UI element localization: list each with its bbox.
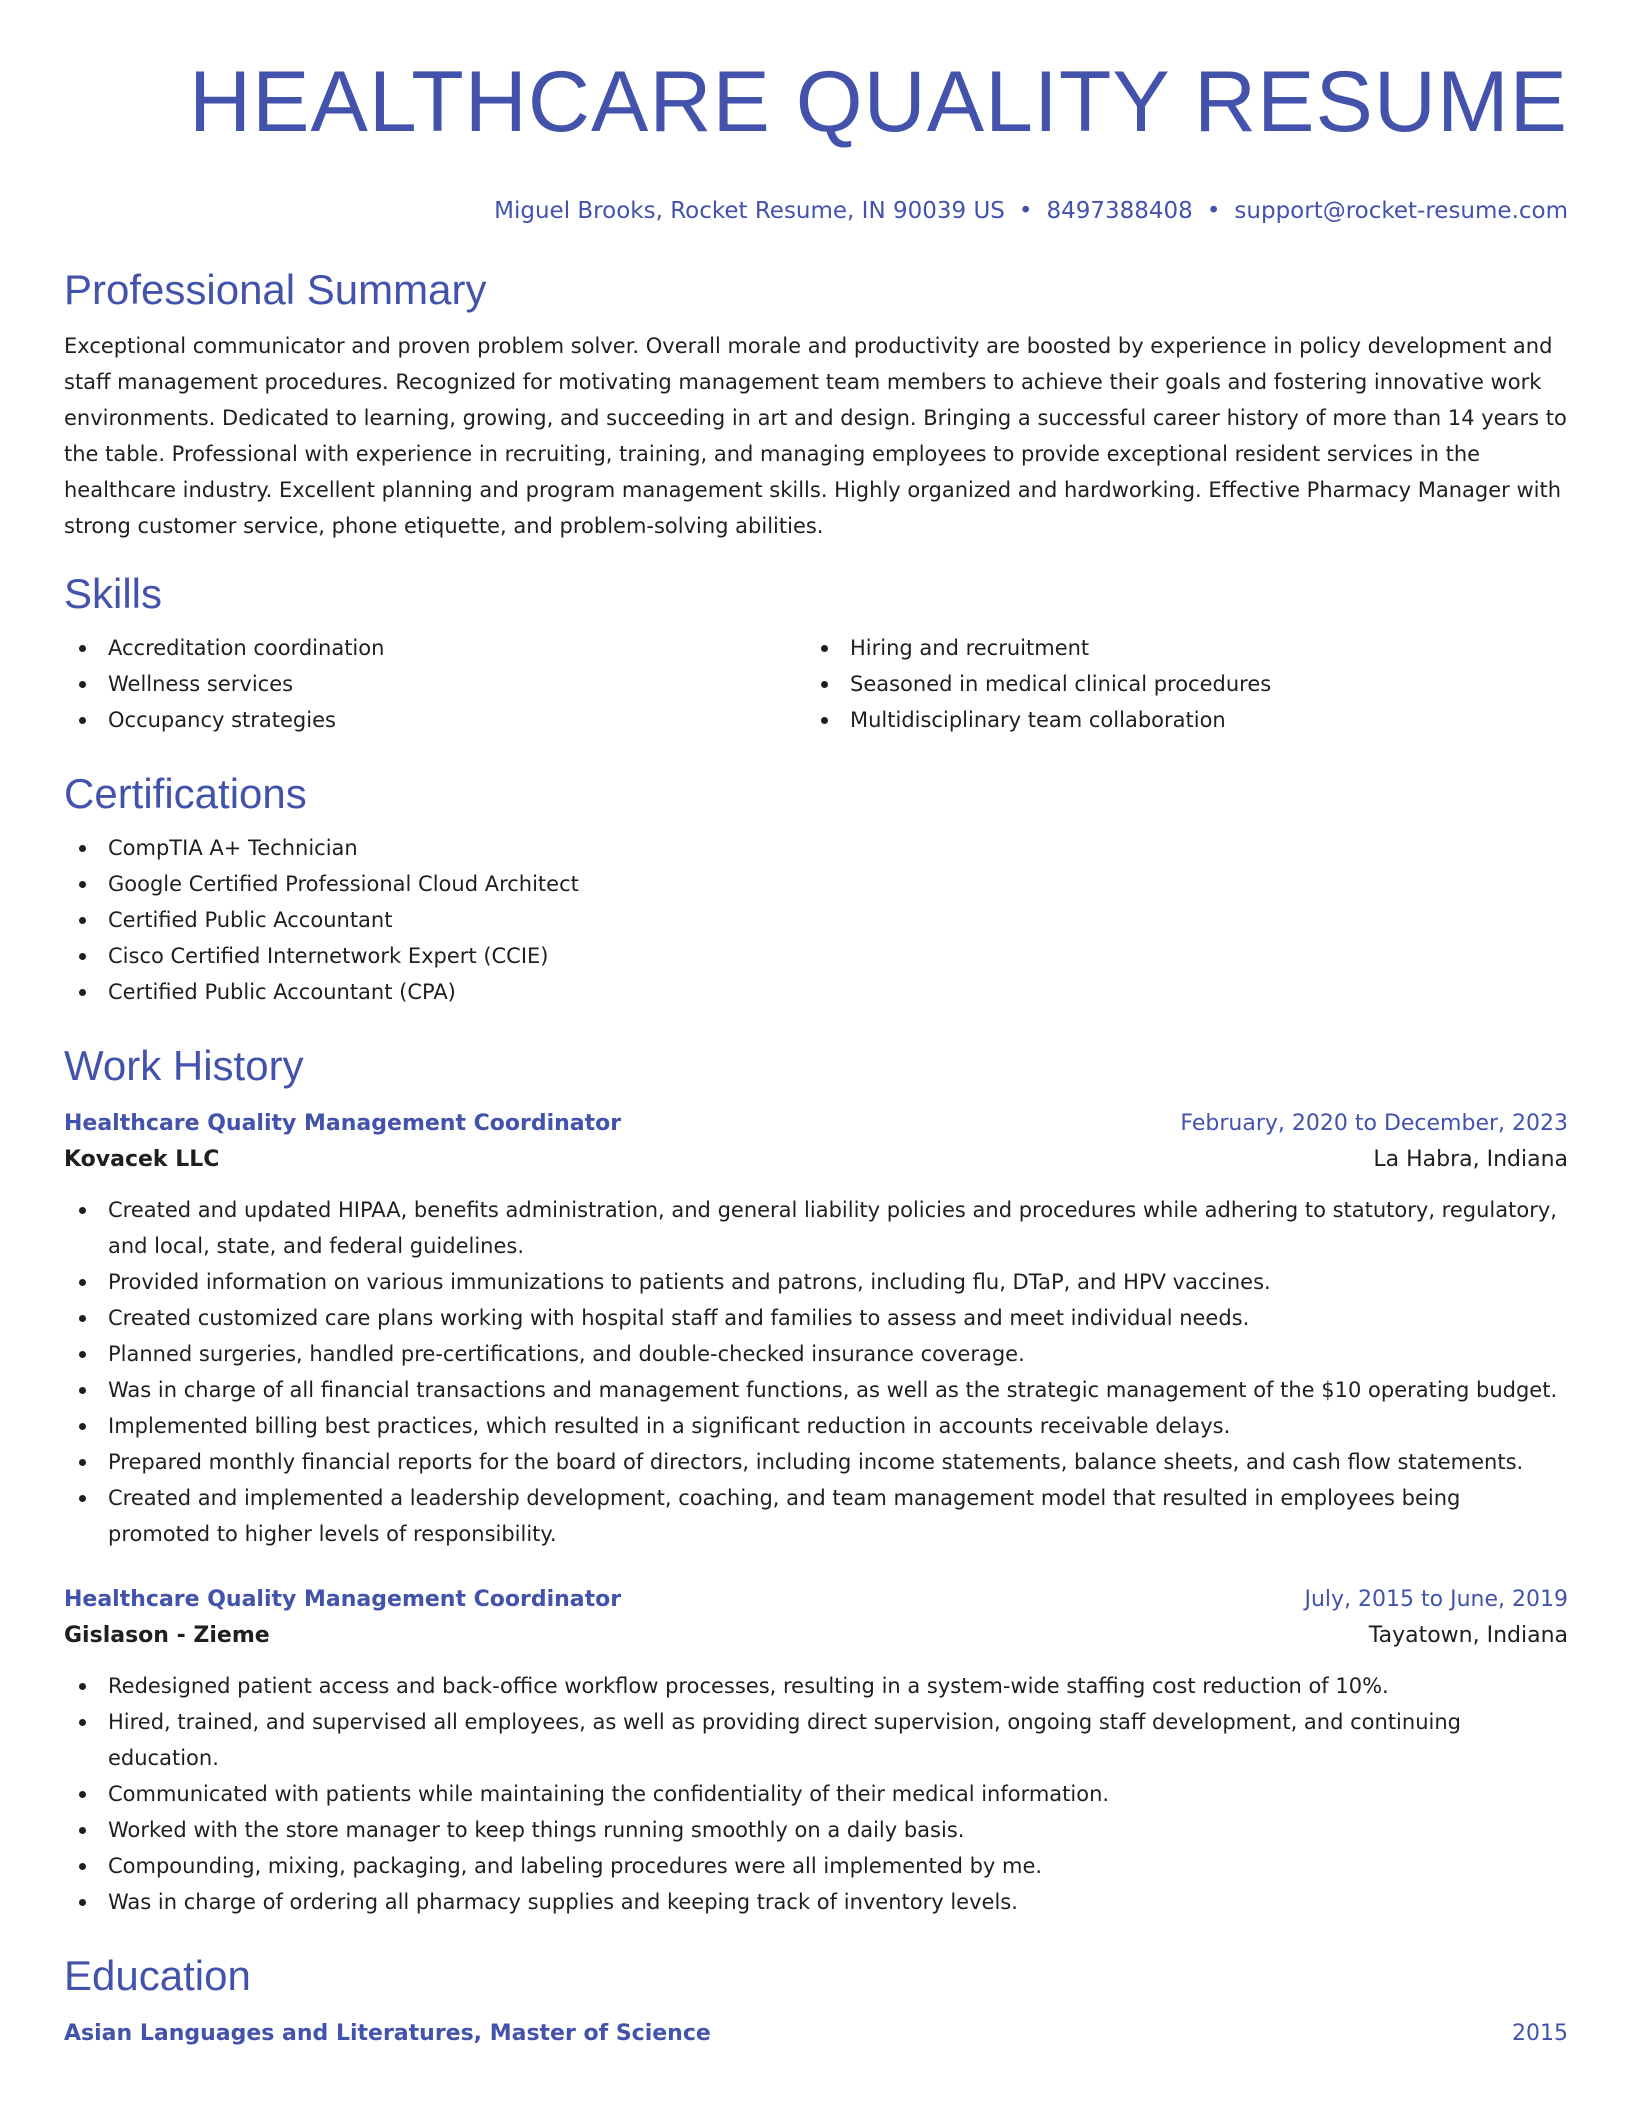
job-duty: Created and implemented a leadership development, coaching, and team management model that resulted in employees being promoted to higher levels of responsibility.: [64, 1480, 1568, 1552]
certification-item: Certified Public Accountant (CPA): [64, 974, 1568, 1010]
certifications-heading: Certifications: [64, 770, 307, 817]
contact-address: Miguel Brooks, Rocket Resume, IN 90039 US: [494, 198, 1005, 224]
job-entry: [64, 1582, 1568, 1920]
contact-email: support@rocket-resume.com: [1234, 198, 1568, 224]
degree-name: Asian Languages and Literatures, Master of Science: [64, 2021, 711, 2046]
job-entry: [64, 1106, 1568, 1552]
job-duty: Created customized care plans working with hospital staff and families to assess and meet individual needs.: [64, 1300, 1568, 1336]
job-duties-list: [64, 1192, 1568, 1552]
job-duties-list: [64, 1668, 1568, 1920]
company-name: Kovacek LLC: [64, 1147, 220, 1172]
skill-item: Wellness services: [64, 666, 806, 702]
skills-heading: Skills: [64, 570, 163, 617]
job-header: [64, 1106, 1568, 1142]
job-duty: Prepared monthly financial reports for the board of directors, including income statements, balance sheets, and cash flow statements.: [64, 1444, 1568, 1480]
job-duty: Compounding, mixing, packaging, and labeling procedures were all implemented by me.: [64, 1848, 1568, 1884]
skills-list-right: [806, 630, 1548, 738]
job-location: La Habra, Indiana: [1373, 1147, 1568, 1172]
job-duty: Was in charge of all financial transactions and management functions, as well as the strategic management of the $10 operating budget.: [64, 1372, 1568, 1408]
skill-item: Hiring and recruitment: [806, 630, 1548, 666]
job-duty: Hired, trained, and supervised all employees, as well as providing direct supervision, ongoing staff development, and continuing education.: [64, 1704, 1568, 1776]
summary-text: Exceptional communicator and proven problem solver. Overall morale and productivity are boosted by experience in policy development and staff management procedures. Recognized for motivating management team members to achieve their goals and fostering innovative work environments. Dedicated to learning, growing, and succeeding in art and design. Bringing a successful career history of more than 14 years to the table. Professional with experience in recruiting, training, and managing employees to provide exceptional resident services in the healthcare industry. Excellent planning and program management skills. Highly organized and hardworking. Effective Pharmacy Manager with strong customer service, phone etiquette, and problem-solving abilities.: [64, 334, 1567, 538]
summary-heading: Professional Summary: [64, 266, 487, 313]
skills-grid: [64, 630, 1568, 738]
job-duty: Provided information on various immunizations to patients and patrons, including flu, DTaP, and HPV vaccines.: [64, 1264, 1568, 1300]
job-title: Healthcare Quality Management Coordinator: [64, 1111, 622, 1136]
work-history-heading: Work History: [64, 1042, 304, 1089]
contact-separator: •: [1206, 198, 1221, 224]
skill-item: Multidisciplinary team collaboration: [806, 702, 1548, 738]
skills-column-right: [806, 630, 1548, 738]
contact-line: [64, 196, 1568, 226]
skills-list-left: [64, 630, 806, 738]
certification-item: Google Certified Professional Cloud Architect: [64, 866, 1568, 902]
certification-item: Certified Public Accountant: [64, 902, 1568, 938]
job-duty: Communicated with patients while maintaining the confidentiality of their medical information.: [64, 1776, 1568, 1812]
skill-item: Accreditation coordination: [64, 630, 806, 666]
job-location: Tayatown, Indiana: [1368, 1623, 1568, 1648]
certification-item: CompTIA A+ Technician: [64, 830, 1568, 866]
job-duty: Was in charge of ordering all pharmacy supplies and keeping track of inventory levels.: [64, 1884, 1568, 1920]
job-title: Healthcare Quality Management Coordinator: [64, 1587, 622, 1612]
skills-column-left: [64, 630, 806, 738]
job-duty: Implemented billing best practices, which resulted in a significant reduction in accounts receivable delays.: [64, 1408, 1568, 1444]
job-dates: February, 2020 to December, 2023: [1180, 1111, 1568, 1136]
job-subheader: [64, 1142, 1568, 1178]
contact-separator: •: [1018, 198, 1033, 224]
job-header: [64, 1582, 1568, 1618]
company-name: Gislason - Zieme: [64, 1623, 270, 1648]
job-duty: Created and updated HIPAA, benefits administration, and general liability policies and procedures while adhering to statutory, regulatory, and local, state, and federal guidelines.: [64, 1192, 1568, 1264]
job-duty: Worked with the store manager to keep things running smoothly on a daily basis.: [64, 1812, 1568, 1848]
education-heading: Education: [64, 1952, 251, 1999]
certification-item: Cisco Certified Internetwork Expert (CCIE): [64, 938, 1568, 974]
contact-phone: 8497388408: [1046, 198, 1193, 224]
certifications-list: [64, 830, 1568, 1010]
graduation-year: 2015: [1512, 2021, 1568, 2046]
skill-item: Occupancy strategies: [64, 702, 806, 738]
job-duty: Planned surgeries, handled pre-certifications, and double-checked insurance coverage.: [64, 1336, 1568, 1372]
job-duty: Redesigned patient access and back-office workflow processes, resulting in a system-wide staffing cost reduction of 10%.: [64, 1668, 1568, 1704]
job-subheader: [64, 1618, 1568, 1654]
resume-title: HEALTHCARE QUALITY RESUME: [189, 54, 1568, 150]
education-entry: [64, 2016, 1568, 2052]
skill-item: Seasoned in medical clinical procedures: [806, 666, 1548, 702]
job-dates: July, 2015 to June, 2019: [1304, 1587, 1568, 1612]
